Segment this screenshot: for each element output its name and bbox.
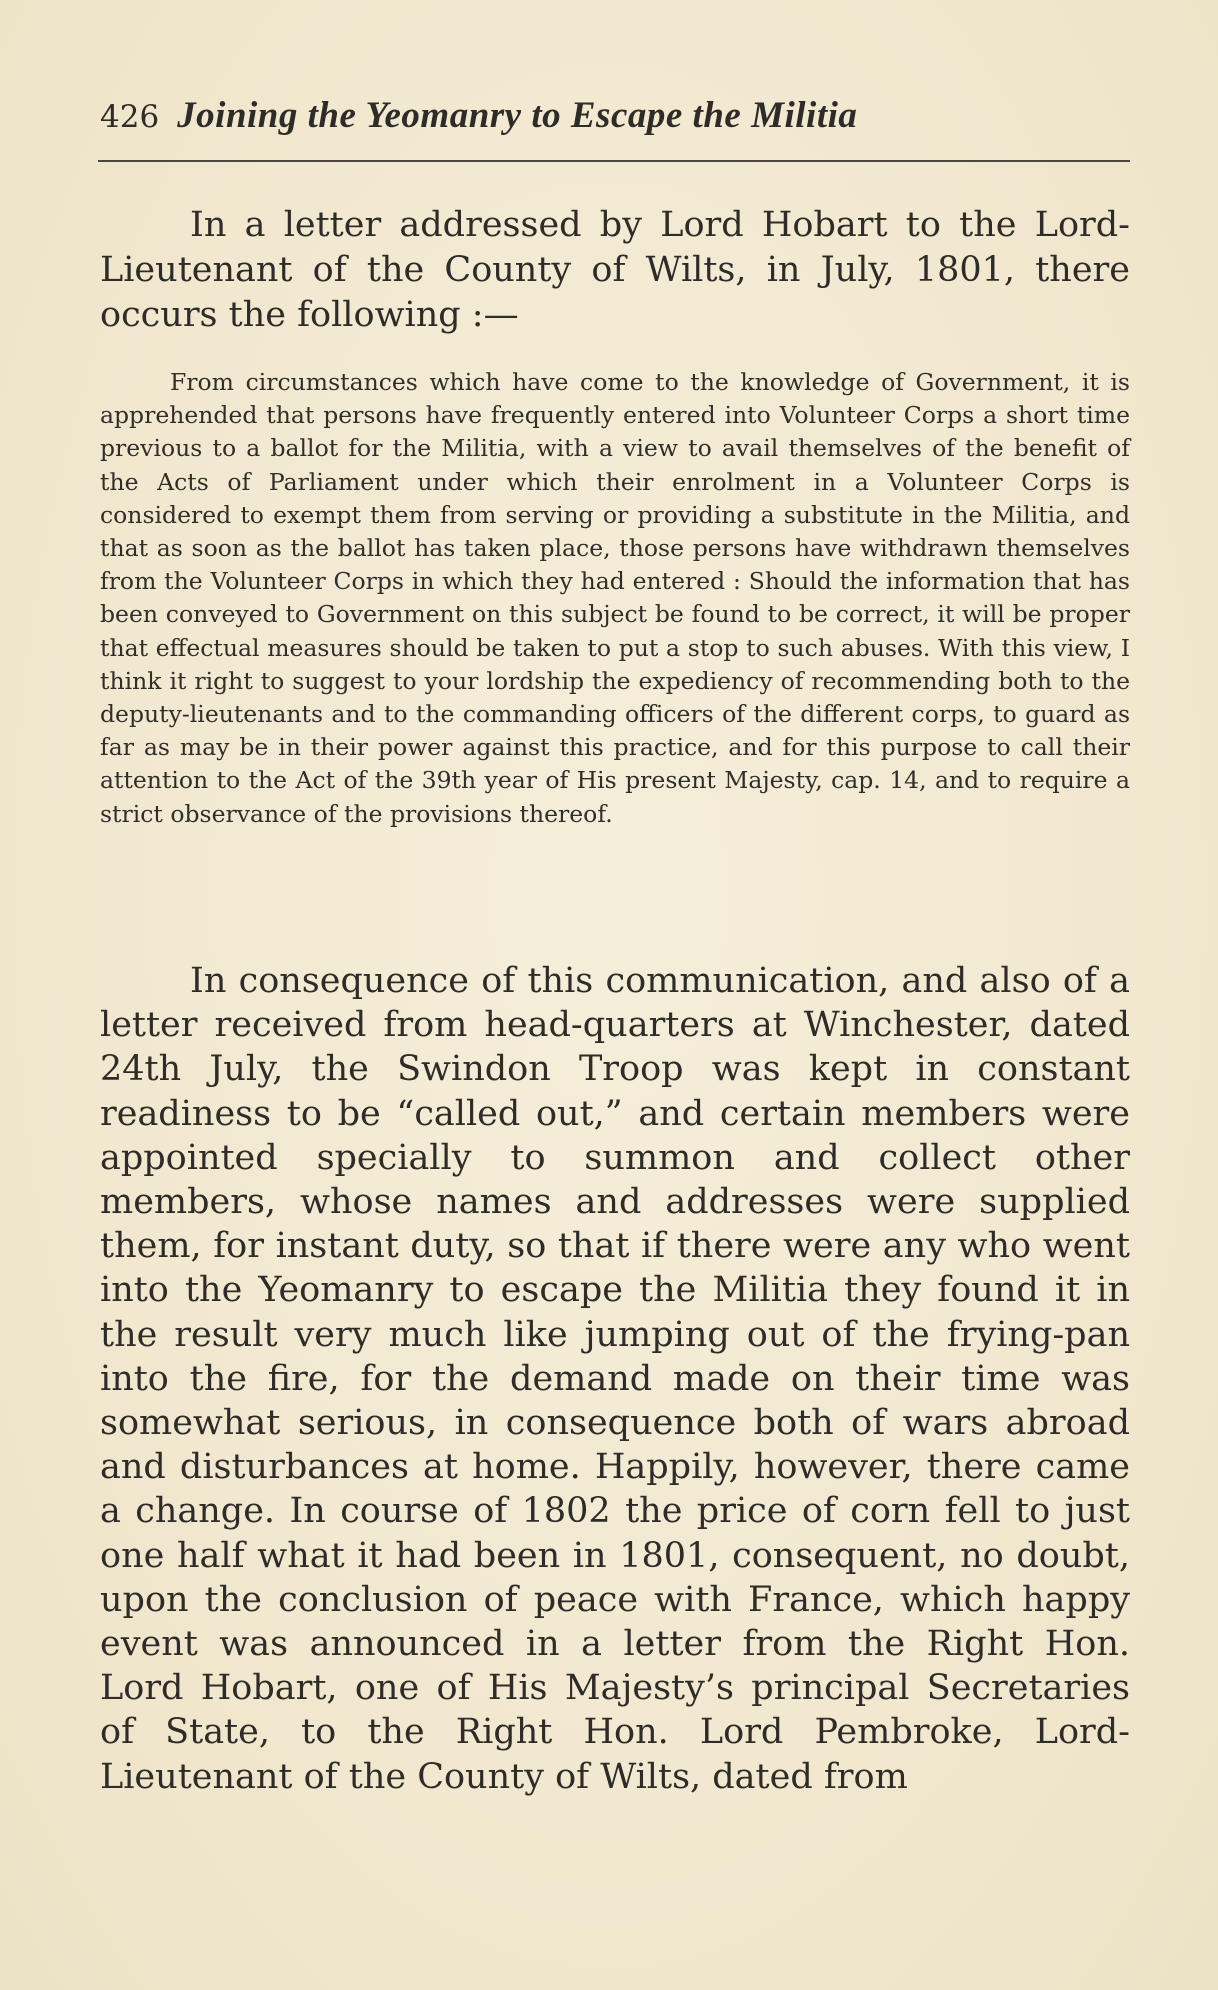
header-rule (98, 160, 1130, 162)
intro-paragraph: In a letter addressed by Lord Hobart to the Lord-Lieutenant of the County of Wilts, in July, 1801, there occurs the following :— (100, 205, 1130, 335)
quoted-letter: From circumstances which have come to the knowledge of Government, it is apprehended that persons have frequently entered into Volunteer Corps a short time previous to a ballot for the Militia, with a view to avail themselves of the benefit of the Acts of Parliament under which their enrolment in a Volunteer Corps is considered to exempt them from serving or providing a substitute in the Militia, and that as soon as the ballot has taken place, those persons have withdrawn themselves from the Volunteer Corps in which they had entered : Should the information that has been conveyed to Government on this subject be found to be correct, it will be proper that effectual measures should be taken to put a stop to such abuses. With this view, I think it right to suggest to your lordship the expediency of recommending both to the deputy-lieutenants and to the commanding officers of the different corps, to guard as far as may be in their power against this practice, and for this purpose to call their attention to the Act of the 39th year of His present Majesty, cap. 14, and to require a strict observance of the provisions thereof. (100, 368, 1130, 828)
page-number: 426 (100, 99, 160, 135)
page-header (100, 94, 1130, 142)
running-title: Joining the Yeomanry to Escape the Militia (177, 95, 858, 136)
body-paragraph: In consequence of this communication, and also of a letter received from head-quarters at Winchester, dated 24th July, the Swindon Troop was kept in constant readiness to be “called out,” and certain members were appointed specially to summon and collect other members, whose names and addresses were supplied them, for instant duty, so that if there were any who went into the Yeomanry to escape the Militia they found it in the result very much like jumping out of the frying-pan into the fire, for the demand made on their time was somewhat serious, in consequence both of wars abroad and disturbances at home. Happily, however, there came a change. In course of 1802 the price of corn fell to just one half what it had been in 1801, consequent, no doubt, upon the conclusion of peace with France, which happy event was announced in a letter from the Right Hon. Lord Hobart, one of His Majesty’s principal Secretaries of State, to the Right Hon. Lord Pembroke, Lord-Lieutenant of the County of Wilts, dated from (100, 961, 1130, 1797)
